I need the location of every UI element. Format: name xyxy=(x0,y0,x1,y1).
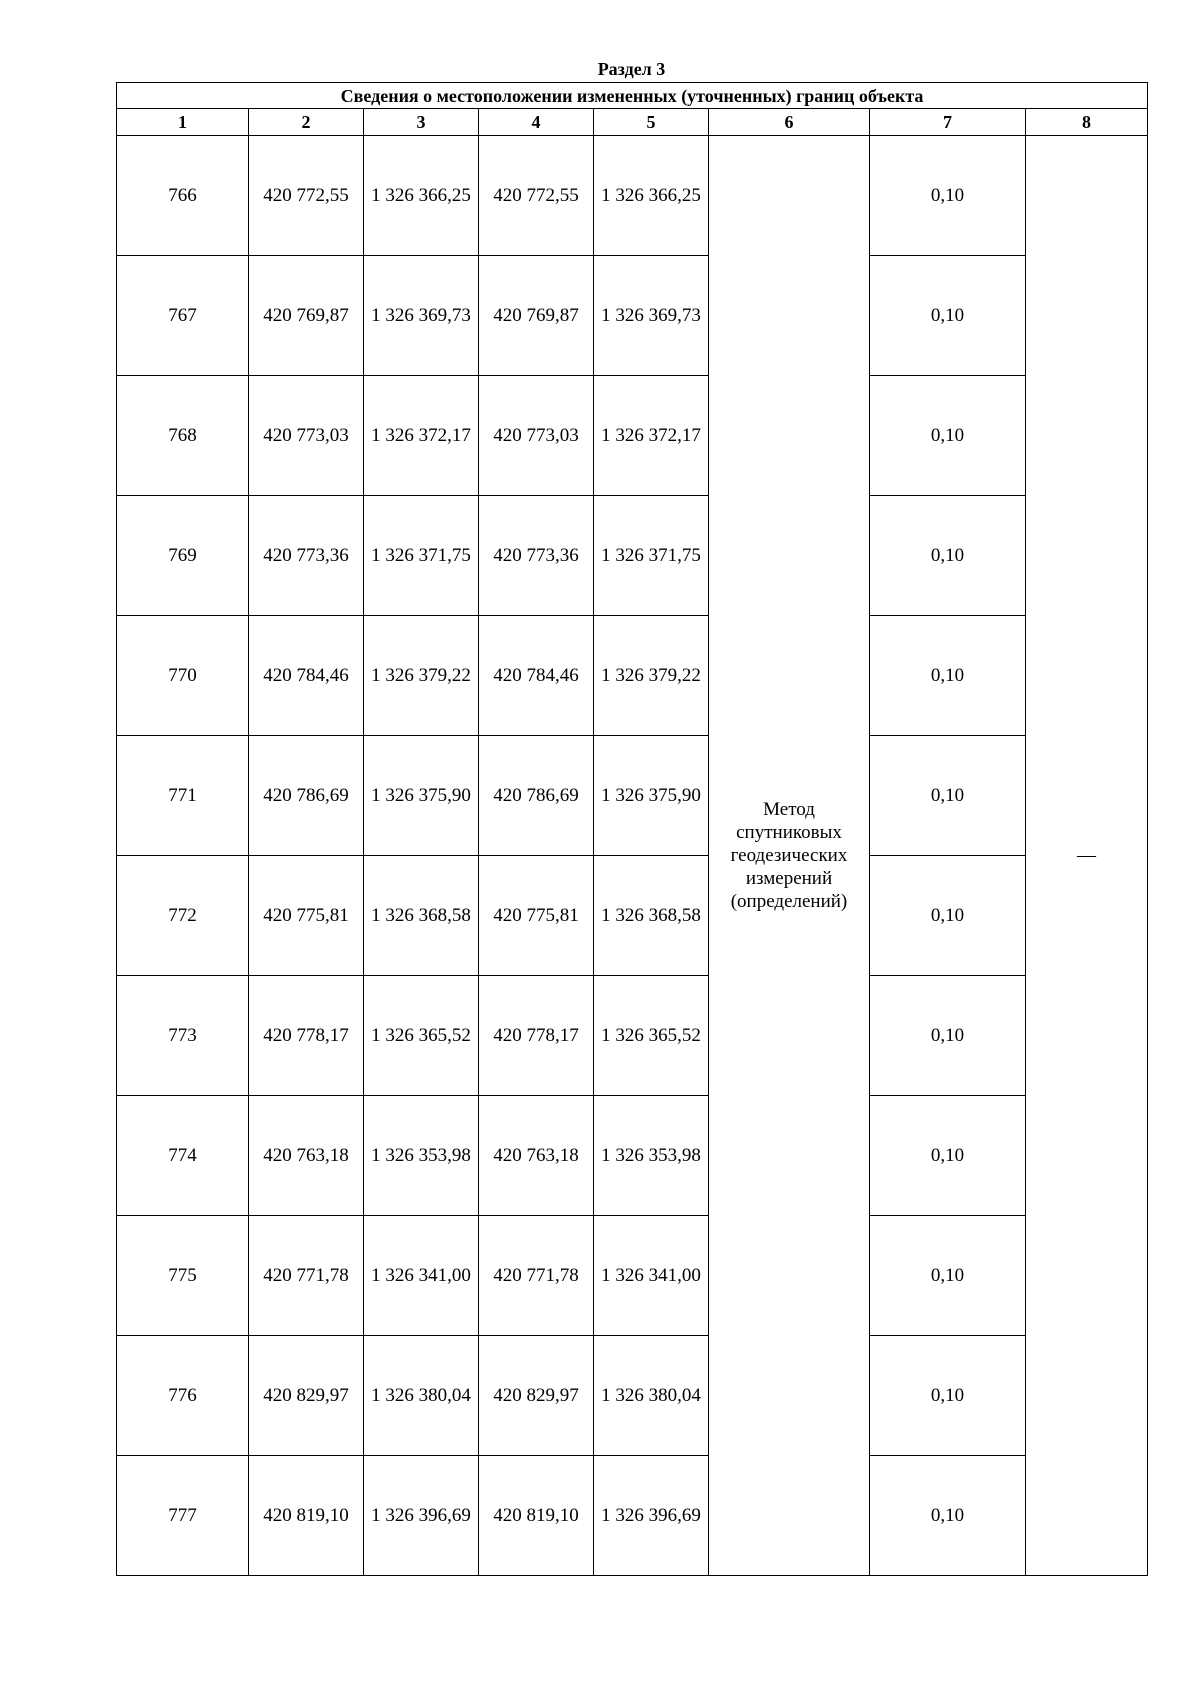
column-number: 4 xyxy=(479,109,594,136)
table-row xyxy=(117,1456,1148,1576)
cell-x-old: 420 784,46 xyxy=(249,616,364,736)
cell-x-old: 420 763,18 xyxy=(249,1096,364,1216)
cell-point: 769 xyxy=(117,496,249,616)
cell-point: 766 xyxy=(117,136,249,256)
cell-x-old: 420 819,10 xyxy=(249,1456,364,1576)
cell-y-old: 1 326 366,25 xyxy=(364,136,479,256)
cell-y-new: 1 326 368,58 xyxy=(594,856,709,976)
cell-x-old: 420 778,17 xyxy=(249,976,364,1096)
method-text: геодезических xyxy=(730,845,848,866)
cell-accuracy: 0,10 xyxy=(870,1336,1026,1456)
table-row xyxy=(117,496,1148,616)
cell-y-new: 1 326 396,69 xyxy=(594,1456,709,1576)
column-number: 5 xyxy=(594,109,709,136)
cell-point: 777 xyxy=(117,1456,249,1576)
cell-accuracy: 0,10 xyxy=(870,256,1026,376)
cell-y-old: 1 326 375,90 xyxy=(364,736,479,856)
cell-accuracy: 0,10 xyxy=(870,1096,1026,1216)
column-number: 6 xyxy=(709,109,870,136)
cell-x-old: 420 786,69 xyxy=(249,736,364,856)
table-row xyxy=(117,736,1148,856)
cell-accuracy: 0,10 xyxy=(870,376,1026,496)
cell-point: 770 xyxy=(117,616,249,736)
method-cell xyxy=(709,136,870,1576)
section-title: Раздел 3 xyxy=(597,59,666,79)
cell-accuracy: 0,10 xyxy=(870,1216,1026,1336)
cell-x-new: 420 778,17 xyxy=(479,976,594,1096)
cell-point: 773 xyxy=(117,976,249,1096)
cell-accuracy: 0,10 xyxy=(870,976,1026,1096)
cell-x-new: 420 819,10 xyxy=(479,1456,594,1576)
cell-accuracy: 0,10 xyxy=(870,136,1026,256)
cell-y-old: 1 326 372,17 xyxy=(364,376,479,496)
table-row xyxy=(117,616,1148,736)
cell-accuracy: 0,10 xyxy=(870,616,1026,736)
cell-y-old: 1 326 379,22 xyxy=(364,616,479,736)
cell-y-new: 1 326 365,52 xyxy=(594,976,709,1096)
table-body xyxy=(117,136,1148,1576)
column-number-row xyxy=(117,109,1148,136)
cell-point: 774 xyxy=(117,1096,249,1216)
table-row xyxy=(117,376,1148,496)
cell-x-new: 420 786,69 xyxy=(479,736,594,856)
cell-x-new: 420 772,55 xyxy=(479,136,594,256)
cell-y-old: 1 326 371,75 xyxy=(364,496,479,616)
column-number: 3 xyxy=(364,109,479,136)
column-number: 8 xyxy=(1026,109,1148,136)
cell-point: 775 xyxy=(117,1216,249,1336)
cell-x-old: 420 773,36 xyxy=(249,496,364,616)
cell-accuracy: 0,10 xyxy=(870,736,1026,856)
cell-y-old: 1 326 341,00 xyxy=(364,1216,479,1336)
cell-point: 776 xyxy=(117,1336,249,1456)
cell-x-new: 420 773,03 xyxy=(479,376,594,496)
cell-x-old: 420 773,03 xyxy=(249,376,364,496)
cell-x-old: 420 771,78 xyxy=(249,1216,364,1336)
method-text: Метод xyxy=(763,799,815,820)
column-number: 7 xyxy=(870,109,1026,136)
cell-y-new: 1 326 341,00 xyxy=(594,1216,709,1336)
column-number: 2 xyxy=(249,109,364,136)
cell-y-new: 1 326 380,04 xyxy=(594,1336,709,1456)
cell-y-new: 1 326 353,98 xyxy=(594,1096,709,1216)
cell-x-new: 420 775,81 xyxy=(479,856,594,976)
cell-y-old: 1 326 369,73 xyxy=(364,256,479,376)
method-text: (определений) xyxy=(730,891,848,912)
table-caption: Сведения о местоположении измененных (уточненных) границ объекта xyxy=(117,83,1148,109)
boundary-coordinates-table xyxy=(116,82,1148,1576)
cell-y-old: 1 326 368,58 xyxy=(364,856,479,976)
cell-x-old: 420 769,87 xyxy=(249,256,364,376)
cell-x-new: 420 773,36 xyxy=(479,496,594,616)
cell-x-new: 420 784,46 xyxy=(479,616,594,736)
column-number: 1 xyxy=(117,109,249,136)
cell-point: 771 xyxy=(117,736,249,856)
cell-y-new: 1 326 369,73 xyxy=(594,256,709,376)
cell-x-old: 420 829,97 xyxy=(249,1336,364,1456)
table-row xyxy=(117,1336,1148,1456)
cell-x-new: 420 763,18 xyxy=(479,1096,594,1216)
cell-point: 772 xyxy=(117,856,249,976)
cell-x-old: 420 775,81 xyxy=(249,856,364,976)
table-row xyxy=(117,856,1148,976)
cell-x-new: 420 771,78 xyxy=(479,1216,594,1336)
cell-point: 768 xyxy=(117,376,249,496)
cell-x-new: 420 829,97 xyxy=(479,1336,594,1456)
cell-accuracy: 0,10 xyxy=(870,496,1026,616)
cell-y-old: 1 326 380,04 xyxy=(364,1336,479,1456)
cell-y-new: 1 326 372,17 xyxy=(594,376,709,496)
table-row xyxy=(117,976,1148,1096)
cell-y-old: 1 326 365,52 xyxy=(364,976,479,1096)
table-row xyxy=(117,256,1148,376)
table-row xyxy=(117,1096,1148,1216)
cell-y-new: 1 326 366,25 xyxy=(594,136,709,256)
cell-accuracy: 0,10 xyxy=(870,856,1026,976)
cell-y-new: 1 326 375,90 xyxy=(594,736,709,856)
column8-dash: — xyxy=(1026,136,1148,1576)
cell-y-new: 1 326 379,22 xyxy=(594,616,709,736)
cell-y-new: 1 326 371,75 xyxy=(594,496,709,616)
table-row xyxy=(117,136,1148,256)
method-text: спутниковых xyxy=(736,822,842,843)
cell-y-old: 1 326 353,98 xyxy=(364,1096,479,1216)
table-row xyxy=(117,1216,1148,1336)
cell-point: 767 xyxy=(117,256,249,376)
cell-x-old: 420 772,55 xyxy=(249,136,364,256)
cell-accuracy: 0,10 xyxy=(870,1456,1026,1576)
cell-y-old: 1 326 396,69 xyxy=(364,1456,479,1576)
method-text: измерений xyxy=(745,868,833,889)
cell-x-new: 420 769,87 xyxy=(479,256,594,376)
